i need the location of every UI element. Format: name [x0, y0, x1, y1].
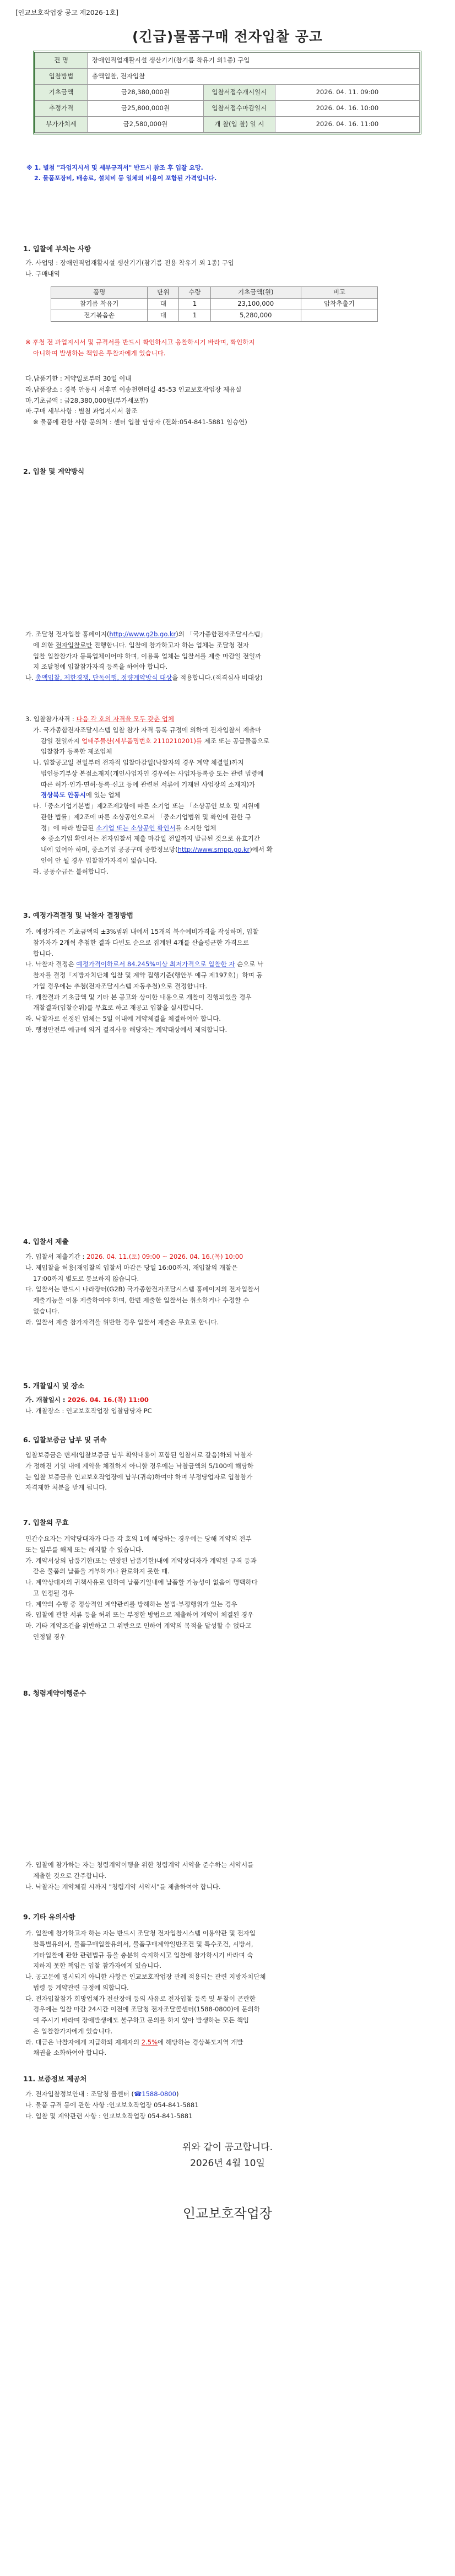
- text-span: 내에 있어야 하며, 중소기업 공공구매 종합정보망(: [41, 846, 178, 854]
- text-line: 나. 계약상대자의 귀책사유로 인하여 납품기일내에 납품할 가능성이 없음이 명백하다: [25, 1578, 258, 1587]
- text-line: 17:00까지 별도로 통보하지 않습니다.: [33, 1274, 139, 1282]
- text-line: 나. 제입찰을 허용(재입찰의 입찰서 마감은 당일 16:00까지, 재입찰의 개찰은: [25, 1263, 238, 1271]
- summary-value: 총액입찰, 전자입찰: [88, 69, 420, 85]
- section-title: 9. 기타 유의사항: [23, 1913, 75, 1921]
- text-span: ): [176, 2090, 179, 2098]
- text-line: 가. 입찰에 참가하는 자는 청렴계약이행을 위한 청렴계약 서약을 준수하는 서약서를: [25, 1861, 254, 1869]
- text-line: 민간수요자는 계약당대자가 다음 각 호의 1에 해당하는 경우에는 당해 계약의 전부: [25, 1535, 252, 1543]
- text-line: [25, 823, 433, 834]
- text-line: 입찰보증금은 면제(입찰보증금 납부 확약내용이 포함된 입찰서로 갈음)하되 낙찰자: [25, 1451, 253, 1459]
- text-span: 소기업 또는 소상공인 확인서: [96, 824, 176, 832]
- text-line: 인이 안 될 경우 입찰참가자격이 없습니다.: [41, 856, 157, 864]
- text-line: [25, 714, 433, 725]
- text-line: 자격제한 처분을 받게 됩니다.: [25, 1484, 107, 1492]
- text-line: 따른 허가·인가·면허·등록·신고 등에 관련된 서류에 기재된 사업장의 소재지)가: [41, 780, 256, 788]
- text-line: 인정될 경우: [33, 1632, 66, 1641]
- text-span: 총액입찰, 제한경쟁, 단독이행, 정량계약방식 대상: [35, 674, 172, 682]
- section-title: 5. 개찰일시 및 장소: [23, 1382, 85, 1390]
- text-span: 나. 낙찰자 결정은: [25, 960, 77, 968]
- text-span: )에서 확: [250, 846, 273, 854]
- table-row: [51, 310, 378, 322]
- text-line: 라.납품장소 : 경북 안동시 서후면 이송천현터길 45-53 인교보호작업장 제유실: [25, 385, 242, 393]
- section-title: 3. 예정가격결정 및 낙찰자 결정방법: [23, 911, 133, 919]
- table-cell: 5,280,000: [210, 310, 301, 322]
- text-line: 다. 입찰서는 반드시 나라장터(G2B) 국가종합전자조달시스템 홈페이지의 전자입찰서: [25, 1285, 260, 1294]
- text-line: 법인등기부상 본점소재지(개인사업자인 경우에는 사업자등록증 또는 관련 법령에: [41, 769, 264, 777]
- text-line: 제출한 것으로 간주합니다.: [33, 1871, 107, 1880]
- column-header: 품명: [51, 287, 148, 299]
- text-line: 는 입찰 보증금을 인교보호작업장에 납부(귀속)하여야 하며 부정당업자로 입찰참가: [25, 1473, 253, 1481]
- text-span: )의 「국가종합전자조달시스템」: [176, 630, 267, 638]
- closing-statement: [0, 2140, 455, 2172]
- section-body: [25, 1450, 433, 1493]
- text-line: 법령 등 계약관련 규정에 의합니다.: [33, 1983, 129, 1991]
- text-line: 나. 개찰장소 : 인교보호작업장 입찰담당자 PC: [25, 1406, 152, 1415]
- text-line: 나. 구매내역: [25, 269, 60, 278]
- table-cell: 참기름 착유기: [51, 299, 148, 310]
- summary-value: 2026. 04. 11. 09:00: [275, 85, 419, 101]
- section-body: [25, 258, 433, 280]
- text-line: [25, 2089, 433, 2100]
- text-line: 라. 입찰서 제출 참가자격을 위반한 경우 입찰서 제출은 무효로 합니다.: [25, 1318, 219, 1326]
- smpp-link[interactable]: http://www.smpp.go.kr: [177, 846, 250, 854]
- text-line: 여 주시기 바라며 장애발생에도 불구하고 문의를 하지 않아 발생하는 모든 책임: [33, 2016, 250, 2025]
- summary-head: 추정가격: [35, 101, 88, 117]
- section-title: 11. 보증정보 제공처: [23, 2075, 87, 2083]
- text-line: 입찰 입찰참가자 등록업체이어야 하며, 이용록 업체는 입찰서를 제출 마감일 전일까: [33, 652, 262, 660]
- text-span: 다음 각 호의 자격을 모두 갖춘 업체: [76, 715, 174, 723]
- table-cell: 압착추출기: [301, 299, 377, 310]
- text-line: [25, 1395, 433, 1406]
- section-body: [25, 714, 433, 877]
- text-line: 다. 계약의 수행 중 정상적인 계약관리를 방해하는 불법·부정행위가 있는 경우: [25, 1600, 237, 1608]
- summary-value: 금28,380,000원: [88, 85, 204, 101]
- text-line: 나. 입찰공고일 전일부터 전자적 입찰마감일(낙찰자의 경우 계약 체결일)까지: [33, 759, 244, 767]
- text-span: 업태주물산(세부품명번호 2110210201)를: [81, 737, 203, 745]
- text-line: 지하지 못한 책임은 입찰 참가자에게 있습니다.: [33, 1962, 162, 1970]
- note-line: ※ 1. 별첨 "과업지시서 및 세부규격서" 반드시 참조 후 입찰 요망.: [26, 164, 203, 171]
- text-span: 가. 입찰서 제출기간 :: [25, 1253, 87, 1260]
- text-line: ※ 물품에 관한 사항 문의처 : 센터 입찰 담당자 (전화:054-841-5881 임승연): [33, 418, 247, 426]
- section-body: [25, 1395, 433, 1417]
- column-header: 비고: [301, 287, 377, 299]
- text-span: 경상북도 안동시: [41, 791, 86, 799]
- text-span: 나.: [25, 674, 36, 682]
- table-cell: 1: [179, 299, 210, 310]
- section-body: [25, 2089, 433, 2122]
- text-line: 지 조달청에 입찰참가자격 등록을 하여야 합니다.: [33, 663, 168, 671]
- summary-head: 입찰방법: [35, 69, 88, 85]
- text-line: 고 인정될 경우: [33, 1589, 74, 1597]
- column-header: 수량: [179, 287, 210, 299]
- table-row: [51, 299, 378, 310]
- table-cell: 대: [148, 299, 179, 310]
- text-span: 를 소지한 업체: [175, 824, 216, 832]
- text-span: 전자입찰로만: [55, 641, 93, 649]
- text-line: [25, 959, 433, 970]
- summary-head: 입찰서접수마감일시: [203, 101, 275, 117]
- text-line: 라. 낙찰자로 선정된 업체는 5일 이내에 계약체결을 체결하여야 합니다.: [25, 1015, 221, 1023]
- text-line: [25, 790, 433, 801]
- text-line: 바.구매 세부사항 : 별첨 과업지시서 참조: [25, 407, 138, 415]
- text-line: 다. 개찰결과 기초금액 및 기타 본 공고와 상이한 내용으로 개찰이 진행되었을 경우: [25, 993, 252, 1001]
- column-header: 단위: [148, 287, 179, 299]
- text-span: 정」에 따라 발급된: [41, 824, 96, 832]
- summary-head: 입찰서접수개시일시: [203, 85, 275, 101]
- text-line: 다. 입찰 및 계약관련 사항 : 인교보호작업장 054-841-5881: [25, 2112, 193, 2120]
- summary-head: 기초금액: [35, 85, 88, 101]
- table-header-row: [51, 287, 378, 299]
- text-line: 같은 물품의 납품을 거부하거나 완료하지 못한 때.: [33, 1567, 170, 1576]
- section-body: [25, 1860, 433, 1892]
- text-line: 합니다.: [33, 949, 53, 957]
- text-span: 2026. 04. 16.(목) 11:00: [67, 1396, 149, 1404]
- summary-head: 부가가치세: [35, 117, 88, 133]
- closing-line: 위와 같이 공고합니다.: [182, 2142, 273, 2153]
- text-line: 가. 예정가격은 기초금액의 ±3%범위 내에서 15개의 복수예비가격을 작성하며, 입찰: [25, 928, 259, 935]
- summary-box: [33, 51, 421, 134]
- section-title: 8. 청렴계약이행준수: [23, 1689, 86, 1697]
- text-line: 나. 물품 규격 등에 관한 사항 :인교보호작업장 054-841-5881: [25, 2101, 199, 2109]
- text-line: 라. 공동수급은 불허합니다.: [33, 867, 109, 875]
- table-cell: 대: [148, 310, 179, 322]
- summary-value: 2026. 04. 16. 10:00: [275, 101, 419, 117]
- text-line: 가. 계약서상의 납품기한(또는 연장된 납품기한)내에 계약상대자가 계약된 규격 등과: [25, 1556, 257, 1565]
- section-body: [25, 374, 433, 428]
- text-line: 입찰참가 등록한 제조업체: [41, 748, 112, 756]
- text-line: 가입 경우에는 추첨(전자조달시스템 자동추첨)으로 결정합니다.: [33, 982, 208, 990]
- text-line: 관한 법률」제2조에 따른 소상공인으로서 「중소기업범위 및 확인에 관한 규: [41, 813, 251, 821]
- section-body: [25, 1252, 433, 1328]
- text-span: 진행합니다. 입찰에 참가하고자 하는 업체는 조달청 전자: [92, 641, 250, 649]
- closing-date: 2026년 4월 10일: [190, 2157, 265, 2169]
- text-line: 다.「중소기업기본법」제2조제2항에 따른 소기업 또는 「소상공인 보호 및 지원에: [33, 802, 260, 810]
- text-line: 없습니다.: [33, 1307, 60, 1315]
- text-line: 가 정해진 기일 내에 계약을 체결하지 아니할 경우에는 낙찰금액의 5/100에 해당하: [25, 1462, 254, 1470]
- section-title: 1. 입찰에 부치는 사항: [23, 245, 91, 253]
- text-line: 다. 전자입찰참가 희망업체가 전산장애 등의 사유로 전자입찰 등록 및 투찰이 곤란한: [25, 1994, 256, 2003]
- section-body: [25, 1534, 433, 1643]
- summary-row: [35, 69, 420, 85]
- text-line: [25, 1252, 433, 1263]
- column-header: 기초금액(원): [210, 287, 301, 299]
- text-span: 에 있는 업체: [85, 791, 121, 799]
- text-line: 또는 일부를 해제 또는 해지할 수 있습니다.: [25, 1545, 144, 1554]
- text-span: 감일 전일까지: [41, 737, 82, 745]
- section-body: [25, 927, 433, 1036]
- text-line: 찰자를 결정「지방자치단체 입찰 및 계약 집행기준(행안부 예규 제197호)」하며 동: [33, 971, 263, 979]
- text-line: 채권을 소화하여야 합니다.: [33, 2049, 107, 2057]
- text-span: 3. 입찰참가자격 :: [25, 715, 77, 723]
- text-span: 순으로 낙: [235, 960, 264, 968]
- text-span: 에 의한: [33, 641, 56, 649]
- text-line: [25, 845, 433, 856]
- summary-value: 금2,580,000원: [88, 117, 204, 133]
- warning-line: 아니하여 발생하는 책임은 투찰자에게 있습니다.: [33, 349, 166, 357]
- table-cell: 전기볶음솥: [51, 310, 148, 322]
- text-span: 제조 또는 공급물품으로: [202, 737, 270, 745]
- summary-head: 개 찰(입 찰) 일 시: [203, 117, 275, 133]
- purchase-items-table: [51, 286, 378, 322]
- text-line: [25, 736, 433, 747]
- g2b-link[interactable]: http://www.g2b.go.kr: [109, 630, 176, 638]
- section-body: [25, 337, 433, 359]
- summary-notes: [26, 163, 216, 183]
- text-line: 가. 사업명 : 장애인직업재활시설 생산기기(참기름 전용 착유기 외 1종) 구입: [25, 259, 234, 267]
- text-span: 에 해당하는 경상북도지역 개발: [158, 2038, 243, 2046]
- text-line: 은 입찰참가자에게 있습니다.: [33, 2027, 113, 2035]
- text-line: 라. 입찰에 관한 서류 등을 허위 또는 부정한 방법으로 제출하여 계약이 체결된 경우: [25, 1611, 254, 1619]
- section-title: 7. 입찰의 무효: [23, 1518, 69, 1527]
- phone-number: ☎1588-0800: [133, 2090, 176, 2098]
- text-line: 다.납품기한 : 계약일로부터 30일 이내: [25, 375, 132, 382]
- text-line: 기타입찰에 관한 관련법규 등을 충분히 숙지하시고 입찰에 참가하시기 바라며 숙: [33, 1951, 253, 1959]
- table-cell: [301, 310, 377, 322]
- table-cell: 1: [179, 310, 210, 322]
- organization-name: 인교보호작업장: [182, 2206, 273, 2221]
- summary-row: [35, 53, 420, 69]
- summary-value: 2026. 04. 16. 11:00: [275, 117, 419, 133]
- text-span: 가. 개찰일시 :: [25, 1396, 68, 1404]
- summary-value: 금25,800,000원: [88, 101, 204, 117]
- section-body: [25, 1928, 433, 2059]
- text-span: 라. 대금은 낙찰자에게 지급하되 제재자의: [25, 2038, 142, 2046]
- text-line: [25, 629, 433, 640]
- note-line: 2. 물품포장비, 배송료, 설치비 등 일체의 비용이 포함된 가격입니다.: [34, 174, 217, 182]
- page-title: (긴급)물품구매 전자입찰 공고: [132, 29, 323, 45]
- text-span: 예정가격이하로서 84.245%이상 최저가격으로 입찰한 자: [76, 960, 235, 968]
- text-span: 2.5%: [141, 2038, 158, 2046]
- text-line: [25, 640, 433, 651]
- text-line: 제출기능을 이용 제출하여야 하며, 한번 제출한 입찰서는 취소하거나 수정할 수: [33, 1296, 250, 1305]
- summary-row: [35, 117, 420, 133]
- text-line: 찰특별유의서, 물품구매입찰유의서, 물품구매계약일반조건 및 특수조건, 시방서,: [33, 1940, 253, 1948]
- text-span: 가. 조달청 전자입찰 홈페이지(: [25, 630, 110, 638]
- text-line: 나. 공고문에 명시되지 아니한 사항은 인교보호작업장 관례 적용되는 관련 지방자치단체: [25, 1973, 266, 1981]
- summary-row: [35, 85, 420, 101]
- summary-head: 건 명: [35, 53, 88, 69]
- text-line: 마. 행정안전부 예규에 의거 결격사유 해당자는 계약대상에서 제외합니다.: [25, 1025, 228, 1033]
- text-line: 참가자가 2개씩 추첨한 결과 다빈도 순으로 집계된 4개를 산술평균한 가격으로: [33, 938, 249, 946]
- summary-row: [35, 101, 420, 117]
- text-line: 개찰결과(입찰순위)를 무효로 하고 재공고 입찰을 실시합니다.: [33, 1004, 203, 1012]
- text-line: 가. 입찰에 참가하고자 하는 자는 반드시 조달청 전자입찰시스템 이용약관 및 전자입: [25, 1929, 256, 1937]
- summary-value: 장애인직업재활시설 생산기기(참기름 착유기 외1종) 구입: [88, 53, 420, 69]
- text-line: [25, 673, 433, 684]
- text-line: 가. 국가종합전자조달시스템 입찰 참가 자격 등록 규정에 의하여 전자입찰서 제출마: [33, 726, 262, 734]
- section-body: [25, 629, 433, 684]
- text-line: 마. 기타 계약조건을 위반하고 그 위반으로 인하여 계약의 목적을 달성할 수 없다고: [25, 1622, 252, 1630]
- text-span: 가. 전자입찰정보안내 : 조달청 콜센터 (: [25, 2090, 134, 2098]
- text-span: 2026. 04. 11.(토) 09:00 ~ 2026. 04. 16.(목) 10:00: [86, 1253, 243, 1260]
- table-cell: 23,100,000: [210, 299, 301, 310]
- section-title: 2. 입찰 및 계약방식: [23, 467, 85, 475]
- text-line: [25, 2037, 433, 2048]
- text-line: 경우에는 입찰 마감 24시간 이전에 조달청 전자조달콜센터(1588-0800)에 문의하: [33, 2005, 260, 2014]
- text-span: 을 적용합니다.(적격심사 비대상): [172, 674, 263, 682]
- section-title: 6. 입찰보증금 납부 및 귀속: [23, 1436, 107, 1444]
- warning-line: ※ 후첨 전 과업지시서 및 규격서를 반드시 확인하시고 응찰하시기 바라며, 확인하지: [25, 338, 255, 346]
- text-line: ※ 중소기업 확인서는 전자입찰서 제출 마감일 전일까지 발급된 것으로 유효기간: [41, 835, 261, 843]
- text-line: 나. 낙찰자는 계약체결 시까지 "청렴계약 서약서"를 제출하여야 합니다.: [25, 1882, 221, 1891]
- text-line: 마.기초금액 : 금28,380,000원(부가세포함): [25, 396, 148, 404]
- section-title: 4. 입찰서 제출: [23, 1237, 69, 1246]
- notice-number: [인교보호작업장 공고 제2026-1호]: [15, 9, 119, 17]
- summary-table: [35, 52, 420, 133]
